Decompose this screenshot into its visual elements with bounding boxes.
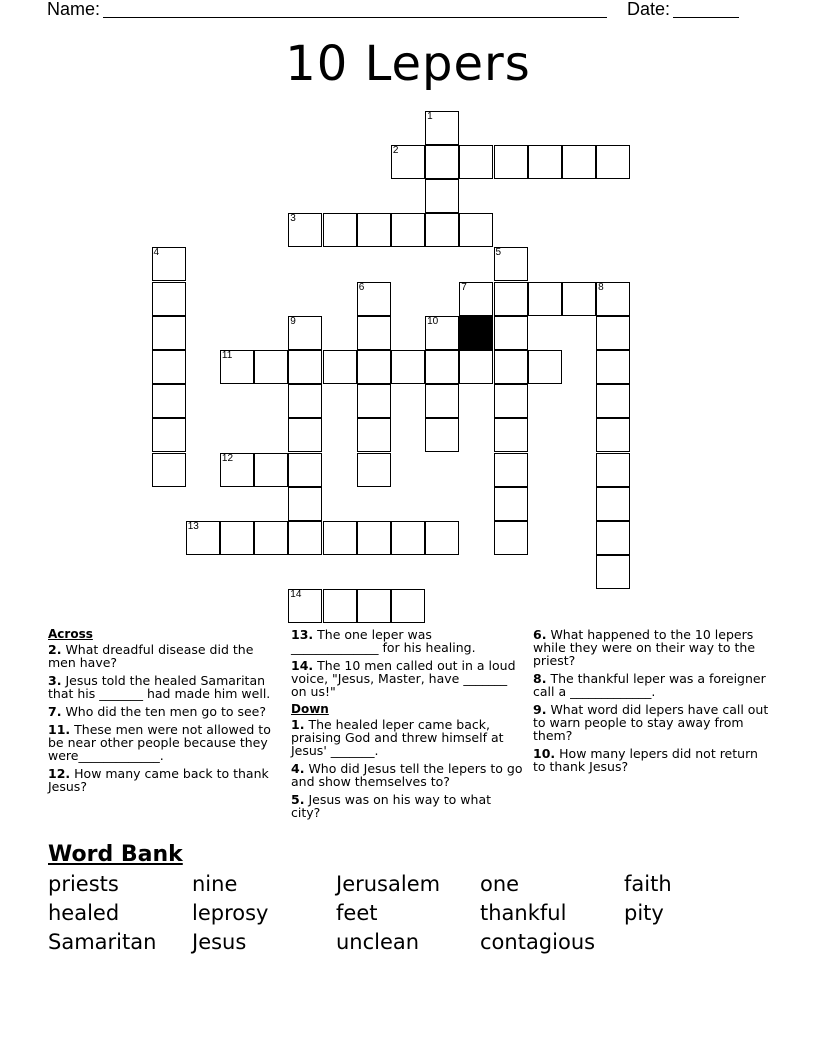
crossword-cell <box>562 145 596 179</box>
clue-item <box>48 723 274 762</box>
cell-number: 11 <box>221 349 233 361</box>
clue-number: 8. <box>533 671 547 686</box>
crossword-cell <box>152 282 186 316</box>
crossword-cell <box>220 521 254 555</box>
crossword-cell <box>357 316 391 350</box>
crossword-cell <box>596 453 630 487</box>
cell-number: 6 <box>358 281 365 293</box>
crossword-cell <box>425 316 459 350</box>
crossword-cell <box>596 555 630 589</box>
cell-number: 2 <box>392 144 399 156</box>
crossword-cell <box>152 453 186 487</box>
crossword-cell <box>254 453 288 487</box>
clue-item <box>533 628 769 667</box>
crossword-cell <box>459 145 493 179</box>
clue-item <box>533 747 769 773</box>
word-bank-item: Jesus <box>192 930 247 954</box>
crossword-cell <box>425 179 459 213</box>
clue-text: Jesus was on his way to what city? <box>291 792 492 820</box>
crossword-cell <box>596 384 630 418</box>
crossword-cell <box>596 418 630 452</box>
crossword-cell <box>288 384 322 418</box>
clue-number: 12. <box>48 766 71 781</box>
crossword-cell <box>357 282 391 316</box>
crossword-cell <box>288 589 322 623</box>
crossword-cell <box>323 521 357 555</box>
clue-item <box>48 767 274 793</box>
crossword-cell <box>596 350 630 384</box>
crossword-cell <box>391 521 425 555</box>
crossword-cell <box>152 350 186 384</box>
word-bank-item: nine <box>192 872 238 896</box>
crossword-cell <box>596 282 630 316</box>
crossword-cell <box>459 350 493 384</box>
crossword-cell <box>596 145 630 179</box>
word-bank-item: Jerusalem <box>336 872 441 896</box>
clue-number: 9. <box>533 702 547 717</box>
clue-item <box>48 643 274 669</box>
crossword-cell <box>391 350 425 384</box>
crossword-cell <box>459 213 493 247</box>
cell-number: 12 <box>221 452 234 464</box>
clue-number: 13. <box>291 627 314 642</box>
crossword-cell <box>288 487 322 521</box>
clue-text: What word did lepers have call out to warn people to stay away from them? <box>533 702 769 743</box>
cell-number: 14 <box>290 589 302 601</box>
crossword-cell <box>186 521 220 555</box>
clue-text: What happened to the 10 lepers while they were on their way to the priest? <box>533 627 756 668</box>
crossword-cell <box>494 350 528 384</box>
crossword-cell <box>425 384 459 418</box>
crossword-cell <box>254 521 288 555</box>
crossword-cell <box>357 589 391 623</box>
clue-number: 2. <box>48 642 62 657</box>
crossword-cell <box>459 282 493 316</box>
crossword-cell <box>357 213 391 247</box>
crossword-cell <box>528 350 562 384</box>
crossword-cell <box>494 247 528 281</box>
crossword-cell <box>494 145 528 179</box>
word-bank-item: priests <box>48 872 119 896</box>
word-bank-item: contagious <box>480 930 596 954</box>
crossword-cell <box>596 487 630 521</box>
clue-item <box>533 672 769 698</box>
crossword-cell <box>323 350 357 384</box>
crossword-cell <box>494 316 528 350</box>
crossword-cell <box>288 453 322 487</box>
crossword-cell <box>357 350 391 384</box>
crossword-cell <box>596 521 630 555</box>
crossword-cell <box>528 145 562 179</box>
crossword-cell <box>425 521 459 555</box>
crossword-cell <box>425 350 459 384</box>
crossword-black-cell <box>459 316 493 350</box>
crossword-cell <box>357 384 391 418</box>
crossword-cell <box>254 350 288 384</box>
crossword-cell <box>494 418 528 452</box>
clue-item <box>48 674 274 700</box>
word-bank-item: thankful <box>480 901 567 925</box>
crossword-cell <box>288 316 322 350</box>
clue-number: 4. <box>291 761 305 776</box>
crossword-cell <box>220 350 254 384</box>
crossword-cell <box>562 282 596 316</box>
crossword-cell <box>425 145 459 179</box>
crossword-cell <box>357 453 391 487</box>
cell-number: 8 <box>598 281 604 293</box>
clue-item <box>291 762 523 788</box>
clue-text: These men were not allowed to be near other people because they were_____________. <box>48 722 271 763</box>
word-bank-item: leprosy <box>192 901 269 925</box>
crossword-cell <box>494 282 528 316</box>
cell-number: 7 <box>461 281 467 293</box>
crossword-cell <box>152 384 186 418</box>
crossword-cell <box>596 316 630 350</box>
word-bank-item: faith <box>624 872 672 896</box>
clue-number: 11. <box>48 722 71 737</box>
cell-number: 5 <box>495 247 502 259</box>
crossword-cell <box>425 418 459 452</box>
date-label: Date: <box>627 0 671 19</box>
clue-text: How many came back to thank Jesus? <box>48 766 269 794</box>
clue-item <box>48 705 274 718</box>
word-bank-item: feet <box>336 901 378 925</box>
crossword-cell <box>323 589 357 623</box>
word-bank-item: Samaritan <box>48 930 157 954</box>
crossword-cell <box>494 384 528 418</box>
crossword-cell <box>494 453 528 487</box>
crossword-cell <box>152 418 186 452</box>
crossword-cell <box>391 145 425 179</box>
cell-number: 9 <box>290 315 296 327</box>
clue-text: Who did the ten men go to see? <box>65 704 266 719</box>
clue-text: The healed leper came back, praising God and threw himself at Jesus' _______. <box>291 717 504 758</box>
crossword-cell <box>152 316 186 350</box>
crossword-cell <box>288 213 322 247</box>
clue-column-1 <box>48 628 274 798</box>
clue-text: Jesus told the healed Samaritan that his _______ had made him well. <box>48 673 271 701</box>
across-heading: Across <box>48 627 93 641</box>
clue-number: 14. <box>291 658 314 673</box>
word-bank-item: unclean <box>336 930 420 954</box>
word-bank-heading: Word Bank <box>48 842 183 867</box>
clue-number: 3. <box>48 673 62 688</box>
clue-number: 7. <box>48 704 62 719</box>
crossword-cell <box>391 213 425 247</box>
cell-number: 13 <box>187 520 199 532</box>
clue-number: 10. <box>533 746 556 761</box>
crossword-cell <box>425 111 459 145</box>
crossword-cell <box>391 589 425 623</box>
crossword-cell <box>494 521 528 555</box>
clue-text: The 10 men called out in a loud voice, "Jesus, Master, have _______ on us!" <box>291 658 516 699</box>
crossword-cell <box>288 350 322 384</box>
crossword-cell <box>425 213 459 247</box>
crossword-cell <box>357 521 391 555</box>
crossword-cell <box>152 247 186 281</box>
clue-number: 6. <box>533 627 547 642</box>
clue-text: The one leper was ______________ for his healing. <box>291 627 476 655</box>
cell-number: 1 <box>427 110 433 122</box>
clue-number: 5. <box>291 792 305 807</box>
crossword-cell <box>288 521 322 555</box>
clue-item <box>533 703 769 742</box>
page-title: 10 Lepers <box>285 36 531 92</box>
clue-item <box>291 628 523 654</box>
clue-text: What dreadful disease did the men have? <box>48 642 254 670</box>
clue-text: How many lepers did not return to thank Jesus? <box>533 746 758 774</box>
clue-number: 1. <box>291 717 305 732</box>
cell-number: 10 <box>427 315 439 327</box>
word-bank-item: pity <box>624 901 664 925</box>
crossword-cell <box>323 213 357 247</box>
crossword-cell <box>528 282 562 316</box>
word-bank-item: healed <box>48 901 120 925</box>
crossword-cell <box>288 418 322 452</box>
clue-text: Who did Jesus tell the lepers to go and show themselves to? <box>291 761 523 789</box>
clue-column-2 <box>291 628 523 824</box>
clue-item <box>291 718 523 757</box>
word-bank-item: one <box>480 872 520 896</box>
crossword-cell <box>220 453 254 487</box>
name-label: Name: <box>47 0 101 19</box>
cell-number: 4 <box>153 247 160 259</box>
clue-text: The thankful leper was a foreigner call a _____________. <box>533 671 766 699</box>
cell-number: 3 <box>290 213 296 225</box>
crossword-cell <box>357 418 391 452</box>
clue-column-3 <box>533 628 769 778</box>
down-heading: Down <box>291 702 329 716</box>
clue-item <box>291 659 523 698</box>
clue-item <box>291 793 523 819</box>
crossword-cell <box>494 487 528 521</box>
